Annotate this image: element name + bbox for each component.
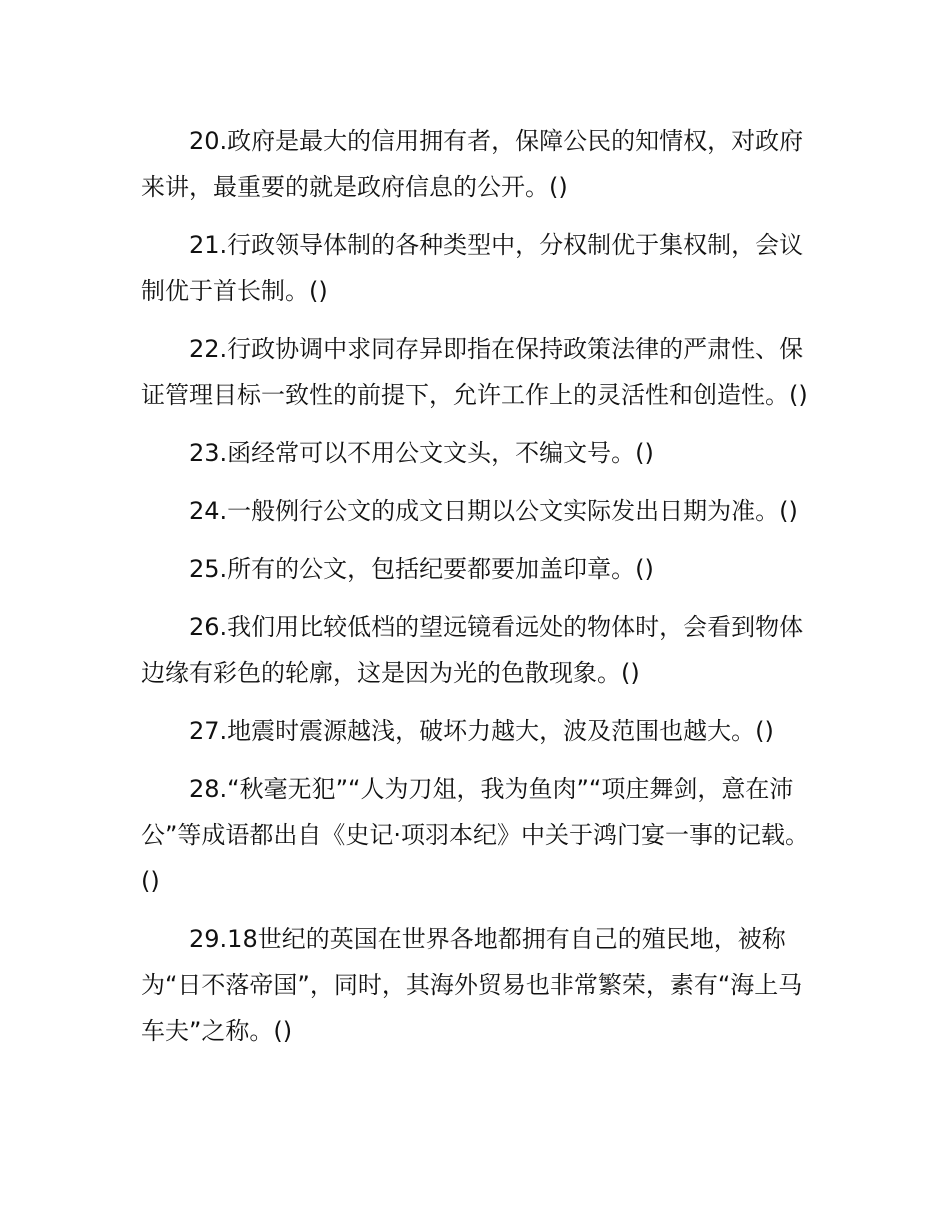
question-24: 24.一般例行公文的成文日期以公文实际发出日期为准。() [189, 497, 798, 525]
question-25: 25.所有的公文，包括纪要都要加盖印章。() [189, 555, 654, 583]
question-list [141, 118, 813, 1066]
question-29: 29.18世纪的英国在世界各地都拥有自己的殖民地，被称为“日不落帝国”，同时，其海外贸易也非常繁荣，素有“海上马车夫”之称。() [141, 925, 803, 1045]
question-20: 20.政府是最大的信用拥有者，保障公民的知情权，对政府来讲，最重要的就是政府信息的公开。() [141, 127, 804, 201]
question-21: 21.行政领导体制的各种类型中，分权制优于集权制，会议制优于首长制。() [141, 231, 804, 305]
question-23: 23.函经常可以不用公文文头，不编文号。() [189, 439, 654, 467]
question-22: 22.行政协调中求同存异即指在保持政策法律的严肃性、保证管理目标一致性的前提下，允许工作上的灵活性和创造性。() [141, 335, 808, 409]
question-28: 28.“秋毫无犯”“人为刀俎，我为鱼肉”“项庄舞剑，意在沛公”等成语都出自《史记·项羽本纪》中关于鸿门宴一事的记载。() [141, 775, 810, 895]
question-26: 26.我们用比较低档的望远镜看远处的物体时，会看到物体边缘有彩色的轮廓，这是因为光的色散现象。() [141, 613, 804, 687]
question-27: 27.地震时震源越浅，破坏力越大，波及范围也越大。() [189, 717, 774, 745]
